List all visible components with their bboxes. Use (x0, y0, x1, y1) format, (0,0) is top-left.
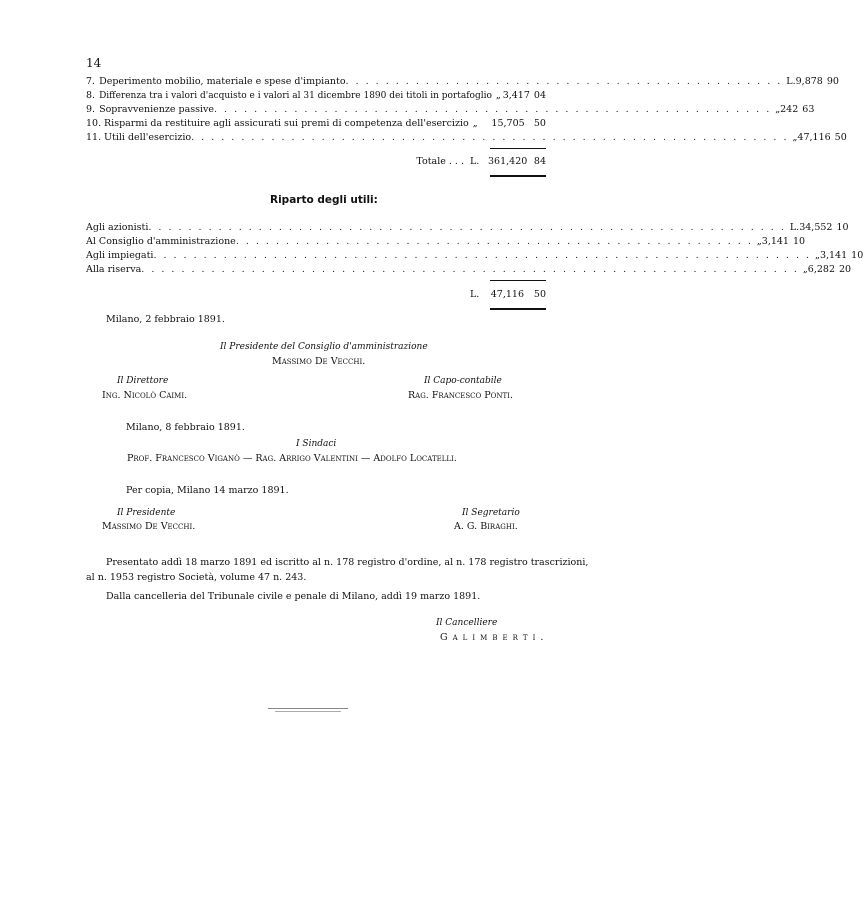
item-num: 9. (86, 104, 96, 115)
item-row (86, 131, 847, 145)
total-rule (490, 308, 546, 310)
signature-name: Prof. Francesco Viganò — Rag. Arrigo Valentini — Adolfo Locatelli. (127, 453, 457, 464)
total-rule (490, 175, 546, 177)
currency: L. (789, 222, 800, 233)
cents: 10 (851, 250, 863, 261)
currency: L. (470, 289, 480, 300)
end-ornament-rule (268, 708, 348, 709)
signature-title: Il Direttore (117, 376, 169, 386)
cents: 63 (802, 104, 815, 115)
item-label: Deperimento mobilio, materiale e spese d'impianto (99, 76, 346, 87)
leader-dots: . . . . . . . . . . . . . . . . . . . . . . . . . . . . . . . . . . . . . . . . . . . . . . . . . . . . (235, 236, 753, 247)
cents: 10 (792, 236, 806, 247)
currency: L. (470, 156, 480, 167)
signature-name: Massimo De Vecchi. (272, 356, 366, 367)
signature-title: Il Segretario (462, 508, 520, 518)
amount: 15,705 (491, 118, 525, 129)
leader-dots: . . . . . . . . . . . . . . . . . . . . . . . . . . . . . . . . . . . . . . . . . . . . . . . . . . . . . . . . . . . . . . . . . . (153, 250, 812, 261)
currency: „ (775, 104, 781, 115)
item-num: 11. (86, 132, 102, 143)
riparto-row (86, 221, 849, 235)
leader-dots: . . . . . . . . . . . . . . . . . . . . . . . . . . . . . . . . . . . . . . . . . . . . (345, 76, 783, 87)
amount: 47,116 (797, 132, 831, 143)
item-num: 10. (86, 118, 102, 129)
riparto-row (86, 235, 806, 249)
amount: 47,116 (490, 289, 524, 300)
sum-rule (490, 148, 546, 149)
item-row (86, 89, 546, 103)
amount: 361,420 (488, 156, 528, 167)
currency: „ (756, 236, 762, 247)
cents: 10 (836, 222, 849, 233)
totale-row (86, 155, 546, 169)
riparto-label: Alla riserva (86, 264, 142, 275)
riparto-label: Agli azionisti (86, 222, 149, 233)
item-row (86, 103, 815, 117)
cents: 50 (533, 118, 546, 129)
spacer (86, 288, 466, 302)
item-num: 7. (86, 76, 96, 87)
end-ornament-rule (275, 711, 341, 712)
sum-rule (490, 280, 546, 281)
amount: 6,282 (807, 264, 835, 275)
presentato-line: Presentato addì 18 marzo 1891 ed iscritto al n. 178 registro d'ordine, al n. 178 registro trascrizioni, (106, 557, 589, 568)
item-row (86, 75, 839, 89)
currency: „ (815, 250, 820, 261)
cents: 84 (533, 156, 546, 167)
signature-title: I Sindaci (296, 439, 337, 449)
amount: 9,878 (795, 76, 823, 87)
item-num: 8. (86, 90, 96, 101)
presentato-line: al n. 1953 registro Società, volume 47 n. 243. (86, 572, 307, 583)
leader-dots: . . . . . . . . . . . . . . . . . . . . . . . . . . . . . . . . . . . . . . . . . . . . . . . . . . . . . . . . (214, 104, 772, 115)
riparto-row (86, 249, 863, 263)
currency: „ (792, 132, 798, 143)
riparto-label: Agli impiegati (86, 250, 154, 261)
currency: L. (786, 76, 796, 87)
item-row (86, 117, 546, 131)
cents: 04 (533, 90, 546, 101)
page-number: 14 (86, 56, 102, 70)
signature-title: Il Capo-contabile (424, 376, 502, 386)
date-line: Milano, 8 febbraio 1891. (126, 422, 245, 433)
signature-name: Rag. Francesco Ponti. (408, 390, 513, 401)
riparto-label: Al Consiglio d'amministrazione (86, 236, 236, 247)
currency: „ (802, 264, 808, 275)
item-label: Risparmi da restituire agli assicurati sui premi di competenza dell'esercizio (104, 118, 469, 129)
item-label: Differenza tra i valori d'acquisto e i valori al 31 dicembre 1890 dei titoli in portafoglio (99, 91, 492, 101)
leader-dots: . . . . . . . . . . . . . . . . . . . . . . . . . . . . . . . . . . . . . . . . . . . . . . . . . . . . . . . . . . . . . . . . . . (141, 264, 799, 275)
spacer (86, 155, 416, 169)
date-line: Milano, 2 febbraio 1891. (106, 314, 225, 325)
copy-line: Per copia, Milano 14 marzo 1891. (126, 485, 289, 496)
currency: „ (495, 90, 501, 101)
item-label: Sopravvenienze passive (99, 104, 215, 115)
cents: 50 (533, 289, 546, 300)
riparto-total-row (86, 288, 546, 302)
currency: „ (472, 118, 478, 129)
amount: 3,417 (502, 90, 530, 101)
amount: 34,552 (799, 222, 833, 233)
totale-label: Totale . . . (416, 156, 464, 167)
item-label: Utili dell'esercizio (104, 132, 192, 143)
signature-name: Ing. Nicolò Caimi. (102, 390, 188, 401)
signature-title: Il Presidente (117, 508, 176, 518)
amount: 3,141 (761, 236, 789, 247)
signature-title: Il Presidente del Consiglio d'amministrazione (220, 342, 428, 352)
riparto-heading: Riparto degli utili: (270, 194, 378, 206)
cents: 50 (834, 132, 847, 143)
cancelleria-line: Dalla cancelleria del Tribunale civile e penale di Milano, addì 19 marzo 1891. (106, 591, 481, 602)
amount: 242 (780, 104, 799, 115)
leader-dots: . . . . . . . . . . . . . . . . . . . . . . . . . . . . . . . . . . . . . . . . . . . . . . . . . . . . . . . . . . . . . . . . (148, 222, 786, 233)
amount: 3,141 (819, 250, 848, 261)
cents: 20 (839, 264, 852, 275)
signature-title: Il Cancelliere (436, 618, 498, 628)
cents: 90 (826, 76, 839, 87)
leader-dots: . . . . . . . . . . . . . . . . . . . . . . . . . . . . . . . . . . . . . . . . . . . . . . . . . . . . . . . . . . . . (191, 132, 789, 143)
signature-name: G a l i m b e r t i . (440, 632, 545, 643)
signature-name: A. G. Biraghi. (454, 521, 518, 532)
riparto-row (86, 263, 852, 277)
signature-name: Massimo De Vecchi. (102, 521, 196, 532)
